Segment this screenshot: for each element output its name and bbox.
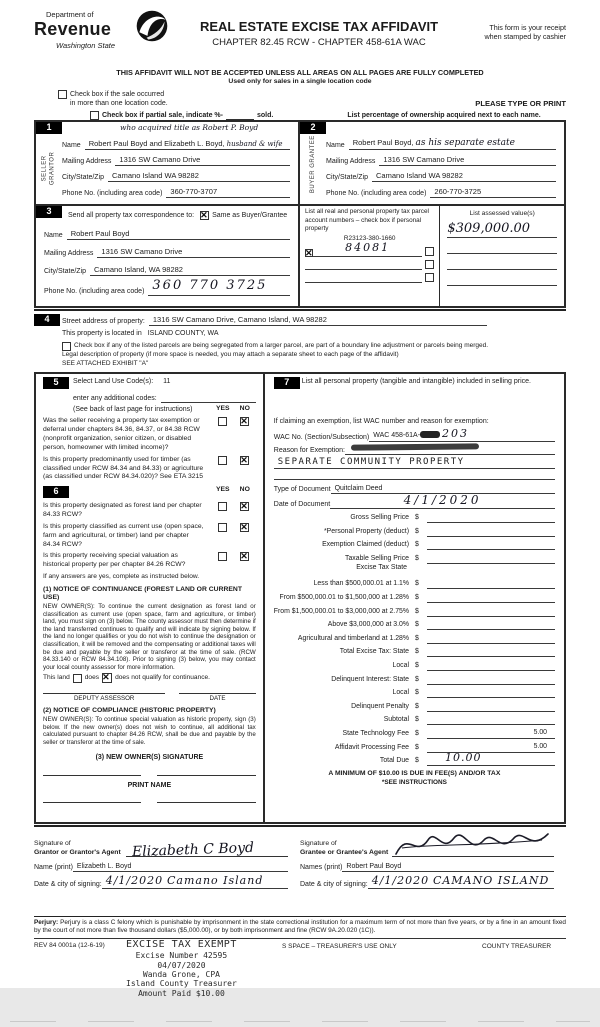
street-address-field[interactable] [149, 315, 487, 326]
fee-label: Local [392, 661, 409, 669]
grantee-signature-scrawl [392, 828, 552, 863]
s6-q1-no-checkbox[interactable] [240, 502, 249, 511]
corr-phone-label: Phone No. (including area code) [44, 288, 145, 296]
seller-city-label: City/State/Zip [62, 174, 105, 182]
fee-row [274, 712, 555, 726]
fee-row [274, 537, 555, 551]
multi-location-checkbox[interactable] [58, 90, 67, 99]
stamp-line-2: Excise Number 42595 [135, 951, 228, 961]
dollar-sign: $ [415, 554, 419, 562]
grantor-sig-label-1: Signature of [34, 840, 71, 848]
s5-question-1: Was the seller receiving a property tax exemption or deferral under chapters 84.36, 84.37, or 84.38 RCW (nonprofit organization, senior citizen, or disabled person, homeowner with limited income)? [43, 417, 200, 451]
dollar-sign: $ [415, 689, 419, 697]
excise-tax-column [265, 374, 564, 822]
fee-row [274, 671, 555, 685]
fee-label: Total Excise Tax: State [339, 648, 409, 656]
assessed-value-field-3[interactable] [447, 256, 557, 270]
section-5-badge: 5 [43, 377, 69, 389]
personal-property-checkbox-4[interactable] [425, 273, 434, 282]
section-6-badge: 6 [43, 486, 69, 498]
assessed-value-field-4[interactable] [447, 272, 557, 286]
buyer-grantee-side-label: BUYER GRANTEE [309, 135, 316, 194]
does-not-label: does not qualify for continuance. [115, 674, 211, 681]
exhibit-note: SEE ATTACHED EXHIBIT "A" [62, 359, 149, 367]
seller-phone-field[interactable] [166, 187, 290, 198]
fee-value: 5.00 [533, 728, 547, 736]
assessed-value-handwriting: $309,000.00 [447, 220, 531, 236]
buyer-city-value: Camano Island WA 98282 [376, 171, 463, 181]
fee-label: Less than $500,000.01 at 1.1% [313, 580, 409, 588]
parcel-field-3[interactable] [305, 261, 422, 270]
seller-name-label: Name [62, 142, 81, 150]
deputy-assessor-label: DEPUTY ASSESSOR [73, 695, 135, 703]
grantee-sig-label-2: Grantee or Grantee's Agent [300, 848, 389, 856]
sold-label: sold. [256, 111, 274, 119]
grantor-signature-handwriting: Elizabeth C Boyd [131, 840, 255, 861]
rev-number: REV 84 0001a (12-6-19) [34, 942, 105, 950]
fee-label: State Technology Fee [342, 729, 409, 737]
grantee-print-name-value: Robert Paul Boyd [346, 863, 402, 871]
reason-exemption-label: Reason for Exemption: [273, 447, 345, 455]
type-or-print-label: PLEASE TYPE OR PRINT [475, 99, 566, 109]
corr-address-label: Mailing Address [44, 250, 94, 258]
s6-question-3: Is this property receiving special valuation as historical property per per chapter 84.26 RCW? [43, 552, 186, 569]
wac-scribble [420, 431, 440, 438]
assessed-value-field-1[interactable] [447, 221, 557, 238]
wac-label: WAC No. (Section/Subsection) [273, 434, 370, 442]
fee-value-field[interactable] [427, 702, 555, 712]
fee-row [274, 685, 555, 699]
fee-value-field[interactable] [427, 527, 555, 537]
buyer-phone-label: Phone No. (including area code) [326, 190, 427, 198]
buyer-name-field[interactable] [349, 138, 556, 151]
fee-value-field[interactable] [427, 729, 555, 739]
s6-q3-no-checkbox[interactable] [240, 552, 249, 561]
fee-value: 5.00 [533, 742, 547, 750]
s6-q3-yes-checkbox[interactable] [218, 552, 227, 561]
corr-address-field[interactable] [97, 247, 290, 258]
deputy-assessor-signature-field[interactable] [43, 693, 165, 694]
seller-city-field[interactable] [108, 171, 290, 182]
fee-row [274, 523, 555, 537]
reason-blank-field[interactable] [274, 470, 555, 480]
county-treasurer-label: COUNTY TREASURER [482, 943, 552, 951]
dollar-sign: $ [415, 716, 419, 724]
no-header: NO [239, 405, 250, 413]
seller-handwritten-note: who acquired title as Robert P. Boyd [120, 123, 259, 133]
minimum-due-note: A MINIMUM OF $10.00 IS DUE IN FEE(S) AND/OR TAX [328, 770, 501, 778]
s5-q2-yes-checkbox[interactable] [218, 456, 227, 465]
grantor-print-name-label: Name (print) [34, 864, 73, 872]
seller-phone-value: 360-770-3707 [170, 187, 218, 197]
grantee-print-name-field[interactable] [342, 862, 554, 872]
does-label: does [84, 674, 100, 681]
doc-date-handwriting: 4/1/2020 [403, 492, 482, 507]
corr-name-field[interactable] [67, 229, 290, 240]
fee-label: Delinquent Interest: State [331, 675, 409, 683]
fee-value-field[interactable] [427, 513, 555, 523]
personal-property-note: List all personal property (tangible and intangible) included in selling price. [301, 378, 531, 386]
tax-correspondence-section [34, 206, 300, 308]
fee-row [274, 750, 555, 767]
fee-value-field[interactable] [427, 661, 555, 671]
fee-row [274, 725, 555, 739]
buyer-address-value: 1316 SW Camano Drive [383, 155, 465, 165]
legal-description-label: Legal description of property (if more space is needed, you may attach a separate sheet to each page of the affidavit) [62, 351, 399, 359]
fee-value-field[interactable] [427, 634, 555, 644]
reason-scratched-out [351, 444, 479, 451]
corr-name-value: Robert Paul Boyd [70, 229, 130, 239]
fee-value-field[interactable] [427, 751, 555, 766]
segregated-checkbox[interactable] [62, 342, 71, 351]
buyer-address-label: Mailing Address [326, 158, 376, 166]
grantor-signature-field[interactable] [126, 830, 288, 861]
fee-label: Exemption Claimed (deduct) [322, 541, 409, 549]
fee-label: Total Due [379, 757, 409, 765]
parcel-2-handwriting: 84081 [345, 241, 391, 255]
treasurer-space-label: S SPACE – TREASURER'S USE ONLY [282, 943, 397, 951]
stamp-line-3: 04/07/2020 [157, 960, 206, 970]
s6-question-2: Is this property classified as current use (open space, farm and agricultural, or timber) land per chapter 84.34 RCW? [43, 522, 204, 548]
dollar-sign: $ [415, 621, 419, 629]
personal-property-checkbox-3[interactable] [425, 260, 434, 269]
wac-handwriting: 203 [441, 427, 469, 441]
additional-codes-field[interactable] [161, 393, 256, 403]
doc-date-label: Date of Document [273, 501, 331, 509]
fee-value-field[interactable] [427, 579, 555, 589]
grantee-date-handwriting: 4/1/2020 [371, 874, 430, 888]
fee-row [274, 603, 555, 617]
send-correspondence-label: Send all property tax correspondence to: [68, 212, 195, 220]
see-back-note: (See back of last page for instructions) [73, 406, 193, 414]
grantee-signature-field[interactable] [392, 830, 554, 857]
buyer-name-value: Robert Paul Boyd, [352, 137, 414, 147]
fee-row [274, 698, 555, 712]
new-owner-signature-field-2[interactable] [157, 775, 255, 776]
parcel-field-4[interactable] [305, 274, 422, 283]
parcel-section [300, 206, 566, 308]
logo-state-text: Washington State [56, 41, 116, 51]
fee-value-field[interactable] [427, 554, 555, 564]
street-address-label: Street address of property: [62, 318, 145, 326]
section-4-badge: 4 [34, 314, 60, 326]
seller-name-field[interactable] [85, 139, 290, 150]
receipt-note-2: when stamped by cashier [484, 32, 566, 42]
fee-row [274, 576, 555, 590]
grantor-sig-label-2: Grantor or Grantor's Agent [34, 848, 121, 856]
dollar-sign: $ [415, 514, 419, 522]
fee-label: Subtotal [383, 716, 409, 724]
buyer-name-label: Name [326, 142, 345, 150]
corr-city-value: Camano Island, WA 98282 [94, 265, 183, 275]
dollar-sign: $ [415, 541, 419, 549]
multi-location-label-2: in more than one location code. [70, 100, 168, 108]
fee-row [274, 644, 555, 658]
footer [34, 938, 566, 1027]
reason-typed-field[interactable] [274, 457, 555, 470]
corr-name-label: Name [44, 232, 63, 240]
s5-q1-no-checkbox[interactable] [240, 417, 249, 426]
fee-row [274, 509, 555, 523]
fee-value-field[interactable] [427, 607, 555, 617]
fee-label: Gross Selling Price [350, 514, 409, 522]
grantee-city-handwriting: CAMANO ISLAND [433, 874, 550, 888]
perjury-notice [34, 916, 566, 935]
notice-compliance-body: NEW OWNER(S): To continue special valuation as historic property, sign (3) below. If the new owner(s) does not wish to continue, all additional tax calculated pursuant to chapter 84.26 RCW, shall be due and payable by the seller or transferor at the time of sale. [43, 716, 256, 746]
personal-property-checkbox-1[interactable] [305, 249, 313, 257]
s6-q2-yes-checkbox[interactable] [218, 523, 227, 532]
notice-continuance-body: NEW OWNER(S): To continue the current designation as forest land or classification as current use (open space, farm and agriculture, or timber) land, you must sign on (3) below. The county assessor must then determine if the land transferred continues to qualify and will indicate by signing below. If the land no longer qualifies or you do not wish to continue the designation or classification, it will be removed and the compensating or additional taxes will be due and payable by the seller or transferor at the time of sale. (RCW 84.33.140 or RCW 84.34.108). Prior to signing (3) below, you may contact your local county assessor for more information. [43, 603, 256, 671]
ownership-note: List percentage of ownership acquired next to each name. [347, 111, 541, 119]
buyer-city-label: City/State/Zip [326, 174, 369, 182]
dollar-sign: $ [415, 729, 419, 737]
corr-city-field[interactable] [90, 265, 290, 276]
s5-q2-no-checkbox[interactable] [240, 456, 249, 465]
this-land-label: This land [43, 674, 70, 681]
grantor-date-label: Date & city of signing: [34, 881, 102, 889]
deputy-date-label: DATE [209, 695, 226, 703]
notice-compliance-title: (2) NOTICE OF COMPLIANCE (HISTORIC PROPERTY) [43, 707, 216, 715]
doc-type-value: Quitclaim Deed [334, 485, 383, 493]
form-usage: Used only for sales in a single location code [228, 78, 372, 86]
fee-value-field[interactable] [427, 620, 555, 630]
parcel-field-2[interactable] [313, 241, 422, 256]
wac-field[interactable] [369, 427, 555, 442]
s5-q1-yes-checkbox[interactable] [218, 417, 227, 426]
buyer-section [300, 120, 566, 206]
fee-table [274, 509, 555, 766]
form-warning: THIS AFFIDAVIT WILL NOT BE ACCEPTED UNLESS ALL AREAS ON ALL PAGES ARE FULLY COMPLETED [116, 68, 484, 77]
s6-no-header: NO [239, 486, 250, 494]
land-use-column [36, 374, 265, 822]
dollar-sign: $ [415, 702, 419, 710]
land-does-not-checkbox[interactable] [102, 673, 112, 683]
form-title: REAL ESTATE EXCISE TAX AFFIDAVIT [199, 19, 439, 34]
corr-city-label: City/State/Zip [44, 268, 87, 276]
land-does-checkbox[interactable] [73, 674, 82, 683]
fee-row [274, 589, 555, 603]
signature-section [34, 825, 566, 914]
logo-revenue-text: Revenue [34, 18, 112, 39]
buyer-city-field[interactable] [372, 171, 556, 182]
land-use-label: Select Land Use Code(s): [73, 378, 154, 386]
fee-label: Local [392, 689, 409, 697]
s6-yes-header: YES [215, 486, 230, 494]
dollar-sign: $ [415, 527, 419, 535]
personal-property-checkbox-2[interactable] [425, 247, 434, 256]
section-1-badge: 1 [36, 122, 62, 134]
seller-grantor-side-label: SELLER GRANTOR [41, 152, 56, 186]
assessed-value-field-2[interactable] [447, 240, 557, 254]
seller-phone-label: Phone No. (including area code) [62, 190, 163, 198]
notice-continuance-title: (1) NOTICE OF CONTINUANCE (FOREST LAND OR CURRENT USE) [43, 585, 242, 602]
corr-phone-field[interactable] [148, 278, 290, 296]
fee-label: From $500,000.01 to $1,500,000 at 1.28% [279, 594, 409, 601]
dollar-sign: $ [415, 743, 419, 751]
parcel-number-1: R23123-380-1660 [343, 235, 396, 243]
perjury-text: Perjury is a class C felony which is punishable by imprisonment in the state correctional institution for a maximum term of not more than five years, or by a fine in an amount fixed by the court of not more than five thousand dollars ($5,000.00), or by both imprisonment and fine (RCW 9A.20.020 (1C)). [34, 919, 566, 935]
dollar-sign: $ [415, 661, 419, 669]
located-in-label: This property is located in [62, 330, 142, 338]
fee-row [274, 617, 555, 631]
section-7-badge: 7 [274, 377, 300, 389]
buyer-address-field[interactable] [379, 155, 556, 166]
see-instructions-note: *SEE INSTRUCTIONS [381, 778, 447, 786]
fee-label: Above $3,000,000 at 3.0% [327, 621, 409, 629]
fee-heading: Excise Tax State [356, 563, 407, 571]
same-as-buyer-label: Same as Buyer/Grantee [212, 212, 288, 220]
grantor-date-field[interactable] [102, 874, 288, 889]
land-use-code-value: 11 [163, 378, 171, 386]
dollar-sign: $ [415, 594, 419, 601]
yes-header: YES [215, 405, 230, 413]
print-name-field-1[interactable] [43, 802, 141, 803]
revenue-swirl-icon [134, 8, 170, 47]
seller-address-label: Mailing Address [62, 158, 112, 166]
seller-address-value: 1316 SW Camano Drive [119, 155, 201, 165]
perjury-label: Perjury: [34, 919, 59, 927]
partial-sale-label: Check box if partial sale, indicate %- [102, 111, 223, 119]
parcel-header: List all real and personal property tax parcel account numbers – check box if personal property [305, 208, 429, 232]
fee-value-field[interactable] [427, 540, 555, 550]
logo-dept-text: Department of [46, 10, 94, 19]
fee-value: 10.00 [445, 750, 482, 764]
corr-address-value: 1316 SW Camano Drive [101, 247, 183, 257]
fee-label: From $1,500,000.01 to $3,000,000 at 2.75% [273, 607, 409, 615]
new-owner-signature-field-1[interactable] [43, 775, 141, 776]
fee-value-field[interactable] [427, 688, 555, 698]
corr-phone-handwriting: 360 770 3725 [152, 278, 268, 294]
grantee-print-name-label: Names (print) [300, 864, 343, 872]
additional-codes-label: enter any additional codes: [73, 395, 157, 403]
grantee-sig-label-1: Signature of [300, 840, 337, 848]
fee-label: *Personal Property (deduct) [323, 527, 409, 535]
stamp-line-5: Island County Treasurer [126, 979, 237, 989]
print-name-field-2[interactable] [157, 802, 255, 803]
buyer-name-handwriting: as his separate estate [415, 137, 515, 148]
grantee-date-field[interactable] [368, 874, 554, 889]
dollar-sign: $ [415, 648, 419, 656]
header [34, 6, 566, 68]
property-address-section [34, 309, 566, 372]
doc-type-label: Type of Document [273, 486, 331, 494]
fee-label: Delinquent Penalty [351, 702, 409, 710]
street-address-value: 1316 SW Camano Drive, Camano Island, WA 98282 [152, 315, 327, 325]
grantee-date-label: Date & city of signing: [300, 881, 368, 889]
s6-q2-no-checkbox[interactable] [240, 523, 249, 532]
grantor-print-name-value: Elizabeth L. Boyd [76, 863, 132, 871]
seller-section [34, 120, 300, 206]
same-as-buyer-checkbox[interactable] [200, 211, 209, 220]
seller-city-value: Camano Island WA 98282 [112, 171, 199, 181]
seller-name-handwriting: husband & wife [226, 140, 283, 149]
s5-question-2: Is this property predominantly used for timber (as classified under RCW 84.34 and 84.33) or agriculture (as classified under RCW 84.34.020)? See ETA 3215 [43, 455, 204, 481]
dollar-sign: $ [415, 634, 419, 642]
treasurer-stamp [126, 939, 237, 998]
deputy-date-field[interactable] [179, 693, 255, 694]
buyer-phone-value: 260-770-3725 [434, 187, 482, 197]
fee-value-field[interactable] [427, 593, 555, 603]
print-name-label: PRINT NAME [127, 781, 172, 789]
form-chapter: CHAPTER 82.45 RCW - CHAPTER 458-61A WAC [212, 36, 426, 48]
s6-q1-yes-checkbox[interactable] [218, 502, 227, 511]
stamp-line-6: Amount Paid $10.00 [138, 988, 225, 998]
receipt-note-1: This form is your receipt [489, 23, 566, 32]
reason-exemption-field[interactable] [345, 444, 555, 455]
fee-value-field[interactable] [427, 675, 555, 685]
fee-row [274, 630, 555, 644]
fee-label: Affidavit Processing Fee [334, 743, 409, 751]
doc-date-field[interactable] [330, 493, 555, 510]
fee-label: Agricultural and timberland at 1.28% [297, 634, 409, 642]
segregated-label: Check box if any of the listed parcels are being segregated from a larger parcel, are part of a boundary line adjustment or parcels being merged. [74, 342, 489, 350]
fee-row [274, 550, 555, 564]
fee-row [274, 657, 555, 671]
stamp-line-4: Wanda Grone, CPA [142, 969, 220, 979]
dollar-sign: $ [415, 675, 419, 683]
fee-label: Taxable Selling Price [345, 554, 409, 562]
dollar-sign: $ [415, 580, 419, 588]
exemption-intro: If claiming an exemption, list WAC number and reason for exemption: [273, 418, 489, 426]
grantor-date-handwriting: 4/1/2020 [105, 874, 164, 888]
seller-address-field[interactable] [115, 155, 290, 166]
new-owners-signature-title: (3) NEW OWNER(S) SIGNATURE [95, 754, 204, 762]
s6-question-1: Is this property designated as forest land per chapter 84.33 RCW? [43, 502, 202, 519]
stamp-line-1: EXCISE TAX EXEMPT [126, 939, 237, 951]
section-3-badge: 3 [36, 206, 62, 218]
wac-printed-value: WAC 458-61A- [373, 432, 421, 440]
fee-value-field[interactable] [427, 715, 555, 725]
section-2-badge: 2 [300, 122, 326, 134]
grantor-city-handwriting: Camano Island [167, 874, 264, 888]
seller-name-value: Robert Paul Boyd and Elizabeth L. Boyd, [88, 139, 225, 149]
assessed-values-header: List assessed value(s) [469, 210, 535, 218]
buyer-phone-field[interactable] [430, 187, 556, 198]
grantor-print-name-field[interactable] [73, 862, 288, 872]
revenue-logo [34, 6, 184, 68]
dollar-sign: $ [415, 757, 419, 765]
dollar-sign: $ [415, 607, 419, 615]
partial-sale-checkbox[interactable] [90, 111, 99, 120]
reason-typed-value: SEPARATE COMMUNITY PROPERTY [277, 456, 465, 467]
fee-value-field[interactable] [427, 647, 555, 657]
located-in-value: ISLAND COUNTY, WA [147, 330, 219, 338]
if-yes-note: If any answers are yes, complete as instructed below. [43, 573, 200, 580]
scan-artifact-line [10, 1021, 590, 1022]
multi-location-label-1: Check box if the sale occurred [70, 91, 165, 99]
